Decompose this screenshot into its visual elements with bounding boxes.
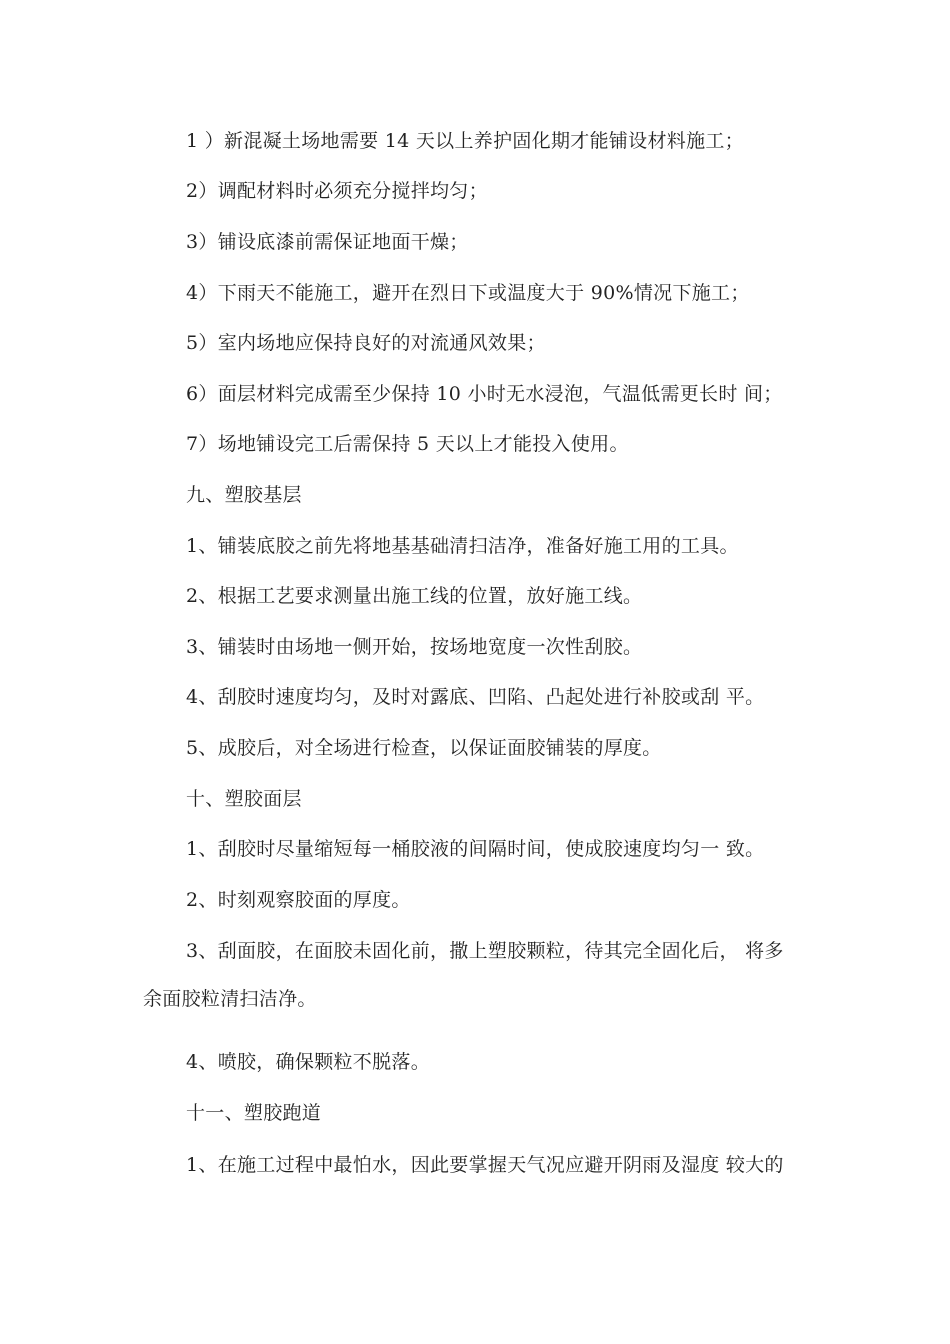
text-line-7: 7）场地铺设完工后需保持 5 天以上才能投入使用。 [186,433,629,455]
text-line-16: 2、时刻观察胶面的厚度。 [186,889,411,911]
text-line-13: 5、成胶后，对全场进行检查，以保证面胶铺装的厚度。 [186,737,662,759]
text-line-20: 1、在施工过程中最怕水，因此要掌握天气况应避开阴雨及湿度 较大的 [186,1154,784,1176]
text-line-6: 6）面层材料完成需至少保持 10 小时无水浸泡，气温低需更长时 间； [186,383,783,405]
section-heading-10: 十、塑胶面层 [186,788,302,810]
section-heading-9: 九、塑胶基层 [186,484,302,506]
text-line-9: 1、铺装底胶之前先将地基基础清扫洁净，准备好施工用的工具。 [186,535,739,557]
text-line-1: 1 ）新混凝土场地需要 14 天以上养护固化期才能铺设材料施工； [186,130,744,152]
text-line-17-continued: 余面胶粒清扫洁净。 [143,988,317,1010]
text-line-3: 3）铺设底漆前需保证地面干燥； [186,231,469,253]
text-line-4: 4）下雨天不能施工，避开在烈日下或温度大于 90%情况下施工； [186,282,750,304]
text-line-5: 5）室内场地应保持良好的对流通风效果； [186,332,546,354]
section-heading-11: 十一、塑胶跑道 [186,1102,322,1124]
text-line-11: 3、铺装时由场地一侧开始，按场地宽度一次性刮胶。 [186,636,643,658]
text-line-10: 2、根据工艺要求测量出施工线的位置，放好施工线。 [186,585,643,607]
text-line-12: 4、刮胶时速度均匀，及时对露底、凹陷、凸起处进行补胶或刮 平。 [186,686,765,708]
text-line-18: 4、喷胶，确保颗粒不脱落。 [186,1051,430,1073]
text-line-15: 1、刮胶时尽量缩短每一桶胶液的间隔时间，使成胶速度均匀一 致。 [186,838,765,860]
text-line-2: 2）调配材料时必须充分搅拌均匀； [186,180,488,202]
text-line-17: 3、刮面胶，在面胶未固化前，撒上塑胶颗粒，待其完全固化后， 将多 [186,940,784,962]
